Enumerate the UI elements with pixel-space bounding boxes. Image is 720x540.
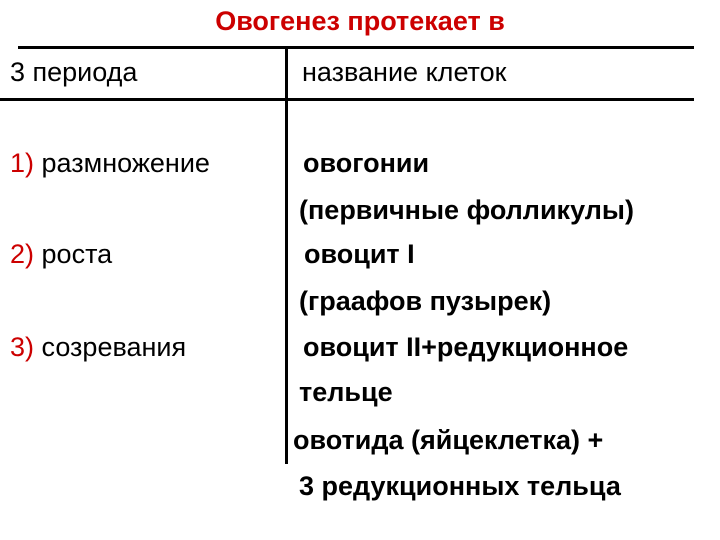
period-1-number: 1) bbox=[10, 148, 35, 178]
header-divider bbox=[0, 98, 694, 101]
cell-oocyte-2: овоцит II+редукционное bbox=[303, 332, 629, 362]
header-periods: 3 периода bbox=[10, 57, 138, 87]
period-3 bbox=[10, 331, 186, 363]
period-2-number: 2) bbox=[10, 239, 35, 269]
cell-ootid: овотида (яйцеклетка) + bbox=[293, 425, 604, 455]
cell-primary-follicles: (первичные фолликулы) bbox=[299, 195, 634, 225]
cell-polar-bodies: 3 редукционных тельца bbox=[299, 471, 621, 501]
period-3-label: созревания bbox=[41, 332, 187, 362]
cell-ovogonia: овогонии bbox=[303, 148, 430, 178]
period-1-label: размножение bbox=[41, 148, 210, 178]
cell-polar-body: тельце bbox=[299, 377, 393, 407]
period-2 bbox=[10, 238, 112, 270]
slide-title: Овогенез протекает в bbox=[215, 6, 505, 36]
column-divider bbox=[285, 46, 288, 464]
period-2-label: роста bbox=[41, 239, 113, 269]
header-cell-names: название клеток bbox=[302, 57, 507, 87]
period-3-number: 3) bbox=[10, 332, 35, 362]
period-1 bbox=[10, 147, 210, 179]
top-divider bbox=[18, 46, 694, 49]
cell-oocyte-1: овоцит I bbox=[304, 239, 415, 269]
cell-graafian-follicle: (граафов пузырек) bbox=[299, 286, 552, 316]
